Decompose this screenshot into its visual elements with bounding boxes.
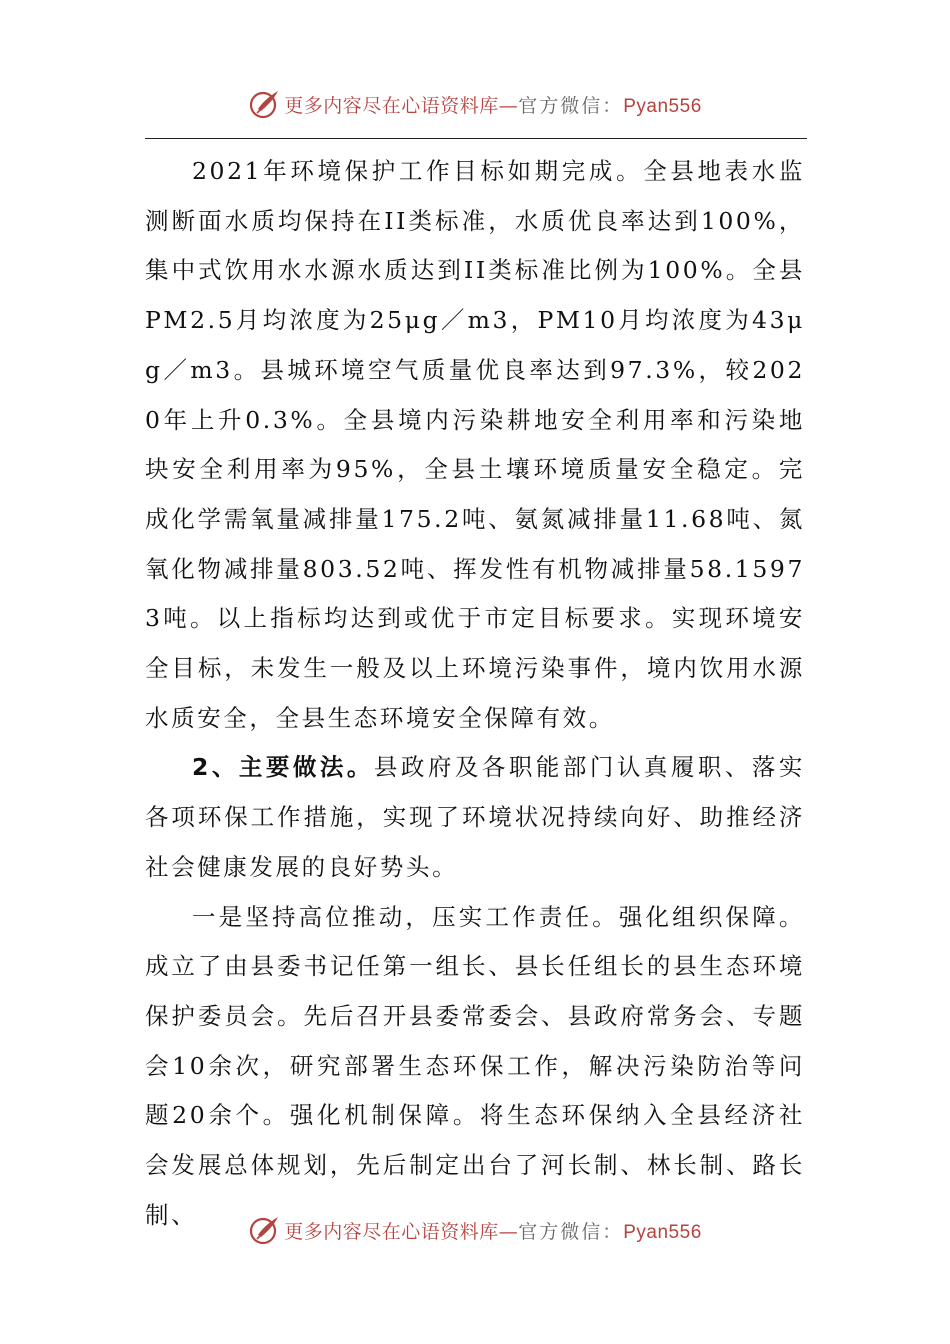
quill-logo-icon [248,87,282,121]
footer-site-text: 更多内容尽在心语资料库 [284,1220,499,1243]
footer-banner [0,1210,950,1250]
quill-logo-icon [248,1213,282,1247]
header-site-text: 更多内容尽在心语资料库 [284,94,499,117]
footer-official-text: 官方微信： [518,1220,624,1243]
header-banner [0,84,950,124]
header-dash: — [498,94,519,117]
paragraph-targets: 2021年环境保护工作目标如期完成。全县地表水监测断面水质均保持在II类标准，水质优良率达到100%，集中式饮用水水源水质达到II类标准比例为100%。全县PM2.5月均浓度为25μg／m3，PM10月均浓度为43μg／m3。县城环境空气质量优良率达到97.3%，较2020年上升0.3%。全县境内污染耕地安全利用率和污染地块安全利用率为95%，全县土壤环境质量安全稳定。完成化学需氧量减排量175.2吨、氨氮减排量11.68吨、氮氧化物减排量803.52吨、挥发性有机物减排量58.15973吨。以上指标均达到或优于市定目标要求。实现环境安全目标，未发生一般及以上环境污染事件，境内饮用水源水质安全，全县生态环境安全保障有效。 [145,157,805,732]
header-text [284,91,702,118]
header-wechat-id: Pyan556 [623,95,702,117]
footer-wechat-id: Pyan556 [623,1221,702,1243]
paragraph-high-level-push: 一是坚持高位推动，压实工作责任。强化组织保障。成立了由县委书记任第一组长、县长任组长的县生态环境保护委员会。先后召开县委常委会、县政府常务会、专题会10余次，研究部署生态环保工作，解决污染防治等问题20余个。强化机制保障。将生态环保纳入全县经济社会发展总体规划，先后制定出台了河长制、林长制、路长制、 [145,902,805,1229]
section-heading: 2、主要做法。 [192,753,374,782]
paragraph-main-practices-body: 县政府及各职能部门认真履职、落实各项环保工作措施，实现了环境状况持续向好、助推经济社会健康发展的良好势头。 [145,753,805,881]
header-official-text: 官方微信： [518,94,624,117]
footer-dash: — [498,1220,519,1243]
header-rule [145,138,807,139]
document-body [145,147,805,1240]
paragraph-main-practices [145,743,805,892]
footer-text [284,1217,702,1244]
